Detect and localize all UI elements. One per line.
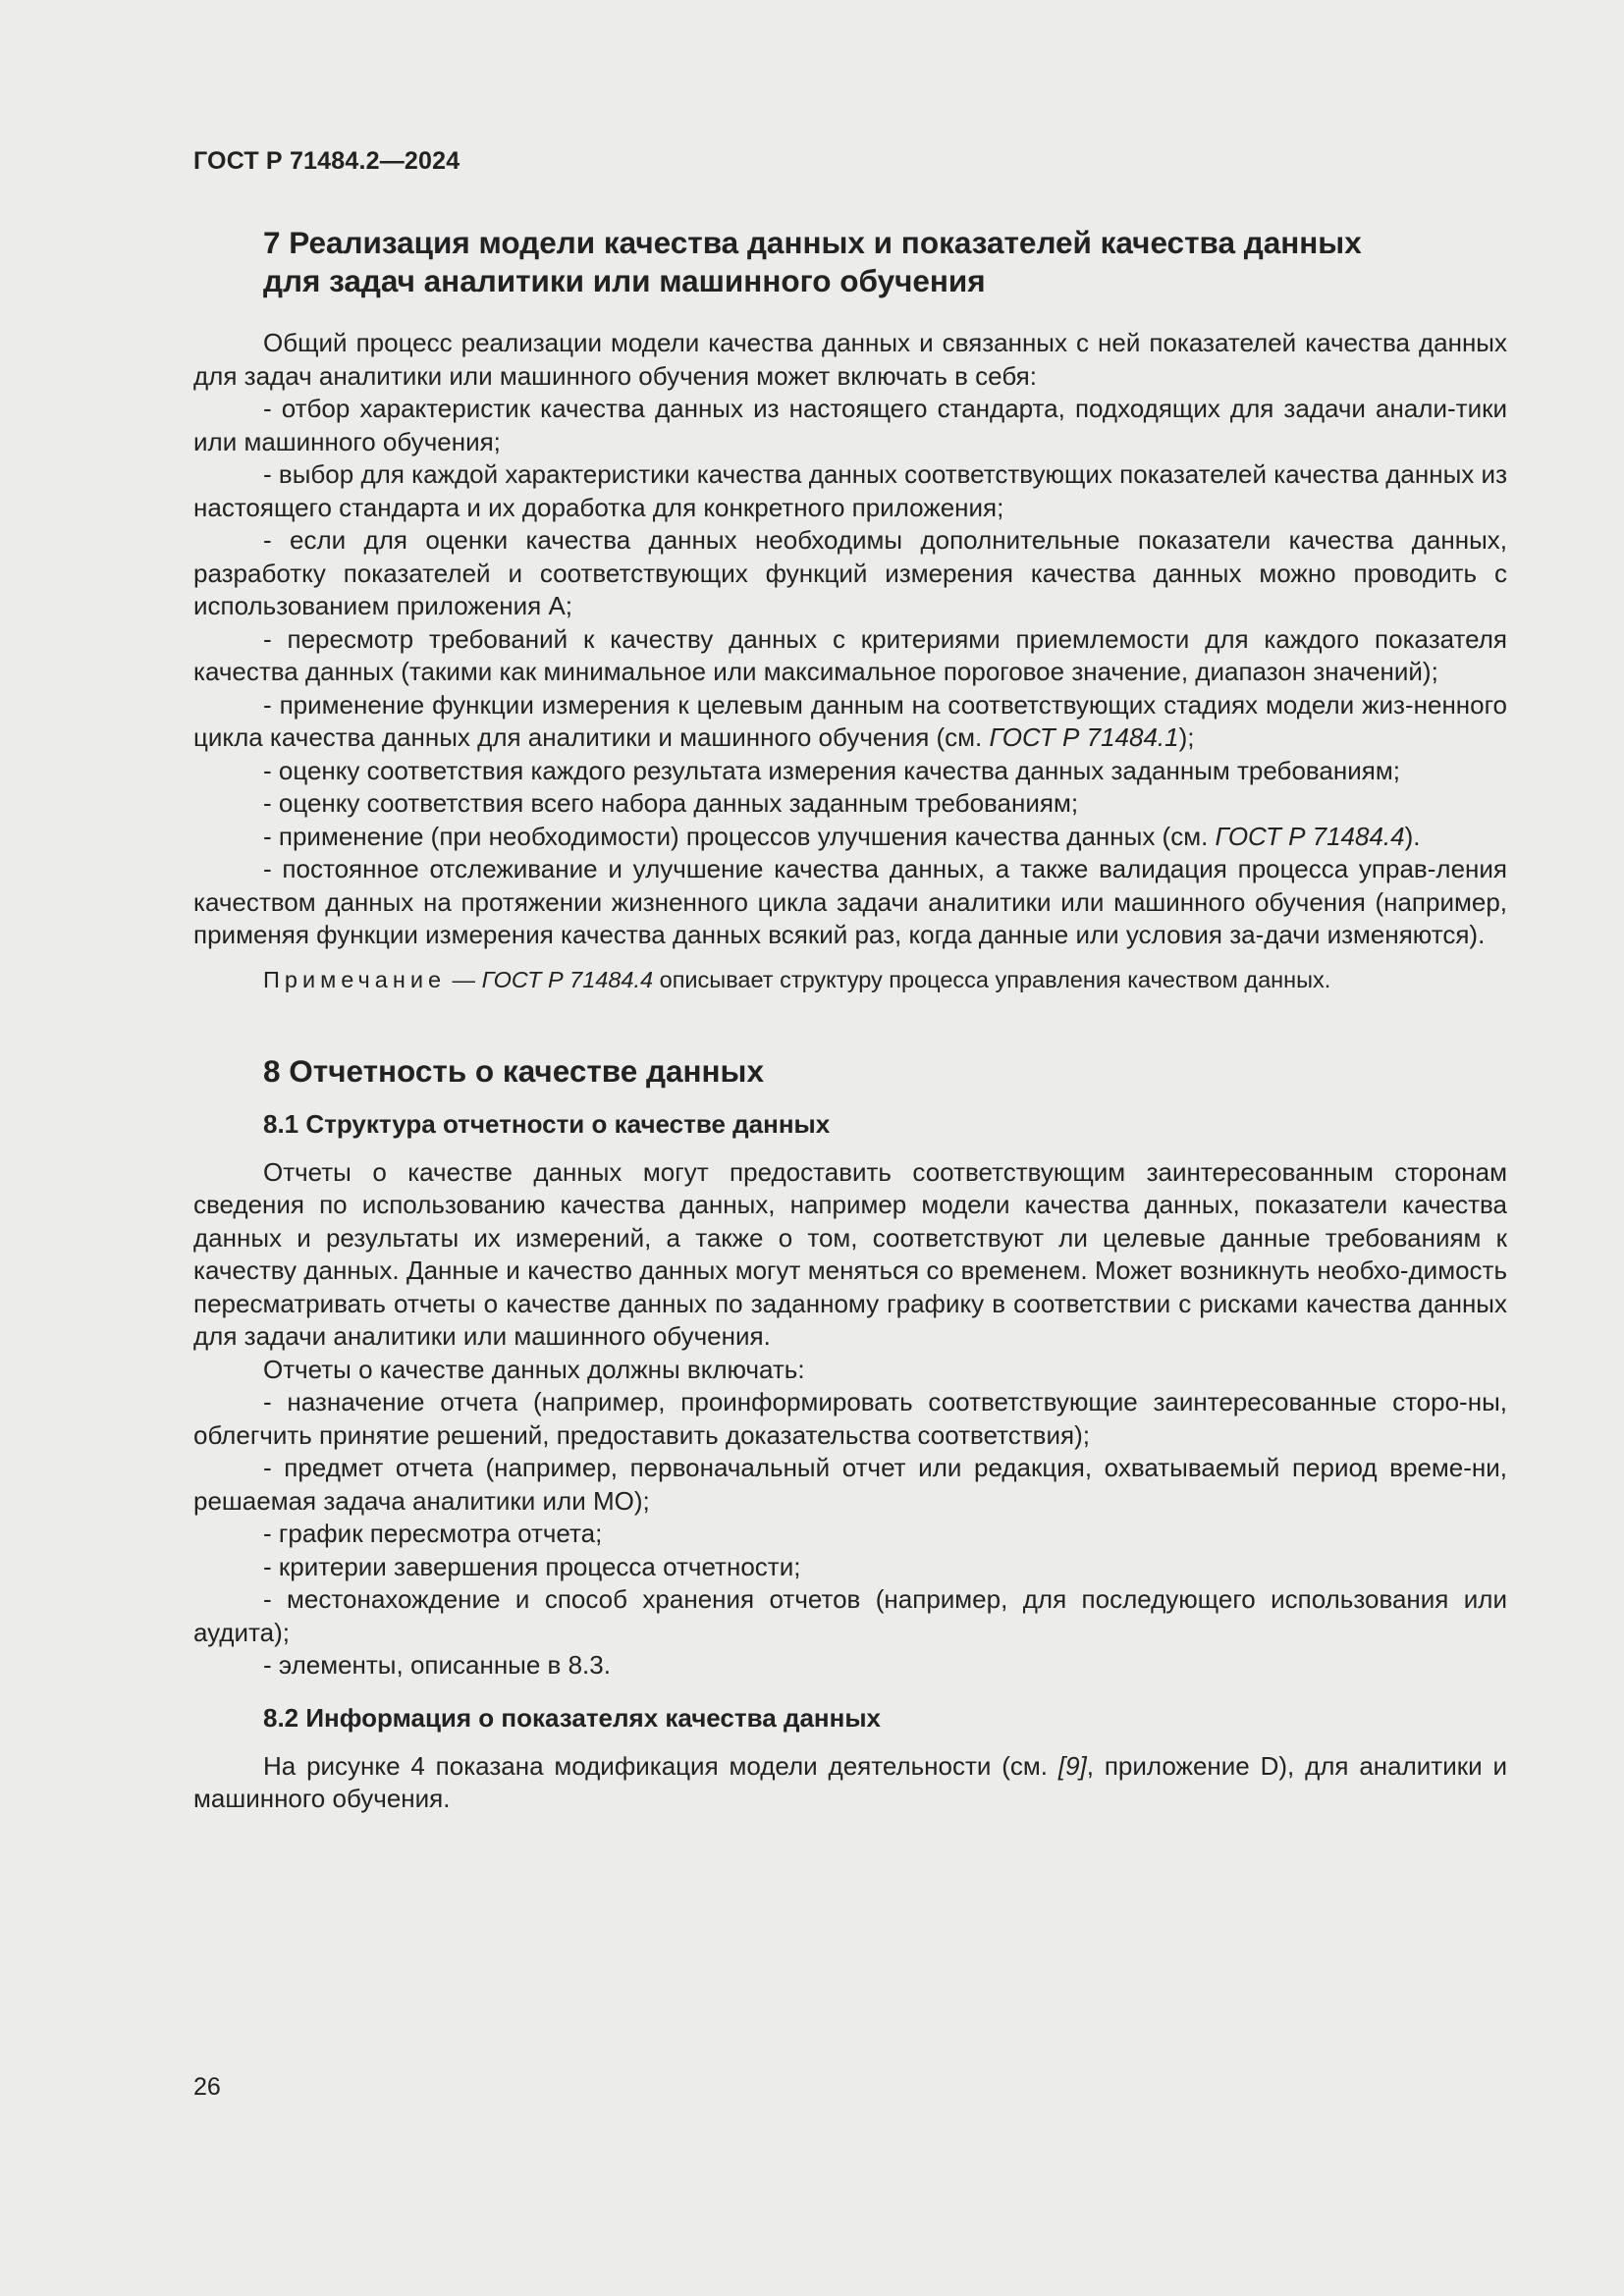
list-item: - оценку соответствия всего набора данных заданным требованиям; (263, 788, 1079, 818)
list-item (193, 689, 1507, 755)
list-item-text: - применение (при необходимости) процессов улучшения качества данных (см. (263, 821, 1216, 851)
section-7-heading-line1: 7 Реализация модели качества данных и показателей качества данных (263, 225, 1362, 260)
list-item-text: ); (1178, 722, 1195, 752)
subsection-8-1-paragraph: Отчеты о качестве данных могут предоставить соответствующим заинтересованным сторонам сведения по использованию качества данных, например модели качества данных, показатели качества данных и результаты их измерений, а также о том, соответствуют ли целевые данные требованиям к качеству данных. Данные и качество данных могут меняться со временем. Может возникнуть необхо-димость пересматривать отчеты о качестве данных по заданному графику в соответствии с рисками качества данных для задачи аналитики или машинного обучения. (193, 1156, 1507, 1351)
standard-reference: ГОСТ Р 71484.4 (481, 966, 654, 992)
list-item: - назначение отчета (например, проинформировать соответствующие заинтересованные сторо-ны, облегчить принятие решений, предоставить доказательства соответствия); (193, 1387, 1507, 1450)
standard-reference: ГОСТ Р 71484.1 (989, 722, 1179, 752)
note (193, 965, 1507, 994)
section-7-heading-line2: для задач аналитики или машинного обучения (263, 263, 986, 298)
page-content (193, 224, 1507, 1816)
subsection-8-1-heading: 8.1 Структура отчетности о качестве данных (263, 1108, 831, 1139)
list-item: - критерии завершения процесса отчетности; (263, 1551, 801, 1581)
list-item (193, 821, 1507, 854)
subsection-8-2-heading: 8.2 Информация о показателях качества данных (263, 1702, 881, 1733)
list-item: - выбор для каждой характеристики качества данных соответствующих показателей качества данных из настоящего стандарта и их доработка для конкретного приложения; (193, 459, 1507, 522)
list-item: - местонахождение и способ хранения отчетов (например, для последующего использования или аудита); (193, 1584, 1507, 1647)
list-item: - предмет отчета (например, первоначальный отчет или редакция, охватываемый период време-ни, решаемая задача аналитики или МО); (193, 1453, 1507, 1516)
section-8-heading: 8 Отчетность о качестве данных (263, 1052, 764, 1089)
note-text: описывает структуру процесса управления качеством данных. (653, 966, 1331, 992)
list-item-text: - применение функции измерения к целевым данным на соответствующих стадиях модели жиз-ненного цикла качества данных для аналитики и машинного обучения (см. (193, 689, 1507, 752)
document-code-header: ГОСТ Р 71484.2—2024 (193, 147, 460, 175)
section-7-heading (193, 224, 1507, 300)
list-item-text: ). (1404, 821, 1421, 851)
standard-reference: ГОСТ Р 71484.4 (1215, 821, 1405, 851)
section-7-intro: Общий процесс реализации модели качества данных и связанных с ней показателей качества данных для задач аналитики или машинного обучения может включать в себя: (193, 328, 1507, 391)
subsection-8-1-lead: Отчеты о качестве данных должны включать: (263, 1354, 805, 1384)
note-dash: — (446, 966, 482, 992)
bibliography-reference: [9] (1057, 1750, 1087, 1781)
note-label: Примечание (263, 966, 447, 992)
list-item: - если для оценки качества данных необходимы дополнительные показатели качества данных, разработку показателей и соответствующих функций измерения качества данных можно проводить с использованием приложения А; (193, 525, 1507, 620)
paragraph-text: На рисунке 4 показана модификация модели деятельности (см. (263, 1750, 1058, 1781)
list-item: - отбор характеристик качества данных из настоящего стандарта, подходящих для задачи анали-тики или машинного обучения; (193, 394, 1507, 456)
page-number: 26 (193, 2073, 221, 2101)
list-item: - постоянное отслеживание и улучшение качества данных, а также валидация процесса управ-ления качеством данных на протяжении жизненного цикла задачи аналитики или машинного обучения (например, применяя функции измерения качества данных всякий раз, когда данные или условия за-дачи изменяются). (193, 854, 1507, 949)
list-item: - оценку соответствия каждого результата измерения качества данных заданным требованиям; (263, 755, 1400, 785)
list-item: - элементы, описанные в 8.3. (263, 1650, 611, 1680)
list-item: - график пересмотра отчета; (263, 1519, 603, 1548)
paragraph-text: , приложение D), для аналитики и машинного обучения. (193, 1750, 1508, 1813)
subsection-8-2-paragraph (193, 1750, 1507, 1816)
list-item: - пересмотр требований к качеству данных с критериями приемлемости для каждого показателя качества данных (такими как минимальное или максимальное пороговое значение, диапазон значений); (193, 623, 1507, 686)
